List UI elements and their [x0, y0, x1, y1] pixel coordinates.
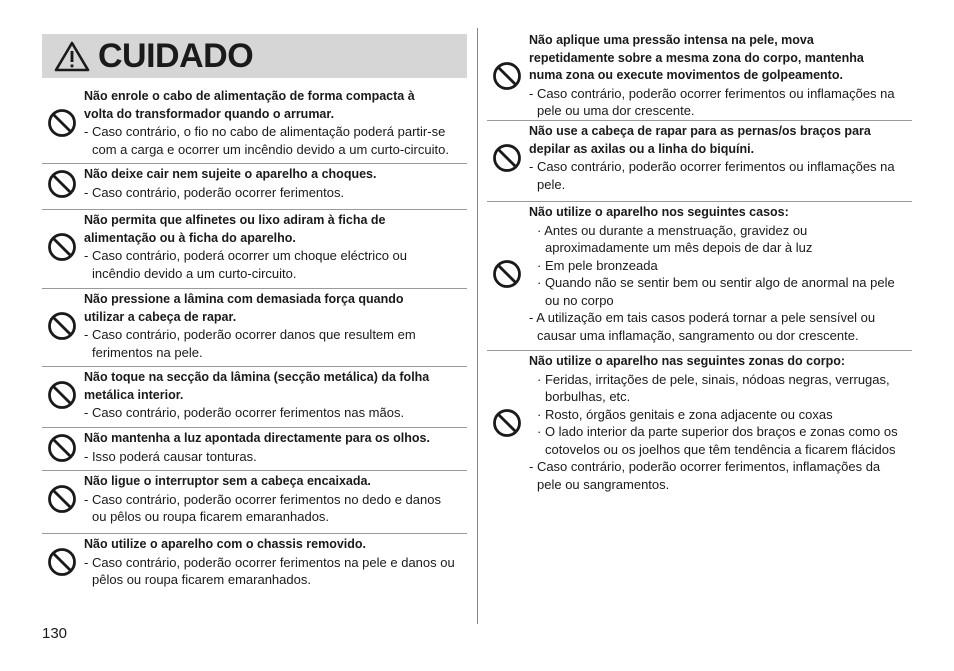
caution-detail: · O lado interior da parte superior dos braços e zonas como os — [537, 424, 898, 439]
prohibition-icon — [492, 61, 522, 91]
caution-item — [42, 289, 467, 367]
caution-detail: pele ou sangramentos. — [537, 476, 670, 492]
caution-heading: numa zona ou execute movimentos de golpeamento. — [529, 68, 843, 82]
caution-text — [529, 123, 912, 193]
caution-text — [84, 88, 467, 158]
caution-detail: - Caso contrário, poderão ocorrer ferimentos na pele e danos ou — [84, 554, 455, 570]
caution-detail: - Caso contrário, poderão ocorrer ferimentos nas mãos. — [84, 405, 405, 420]
caution-detail: - Caso contrário, poderão ocorrer ferimentos no dedo e danos — [84, 491, 441, 507]
caution-header — [42, 34, 467, 78]
caution-heading: repetidamente sobre a mesma zona do corpo, mantenha — [529, 50, 864, 65]
caution-detail: - Caso contrário, poderão ocorrer ferimentos, inflamações da — [529, 459, 881, 474]
prohibition-icon — [47, 484, 77, 514]
prohibition-icon — [47, 380, 77, 410]
caution-heading: Não aplique uma pressão intensa na pele, mova — [529, 33, 814, 47]
caution-item — [487, 121, 912, 202]
caution-detail: com a carga e ocorrer um incêndio devido a um curto-circuito. — [92, 141, 449, 157]
caution-text — [529, 353, 912, 493]
caution-detail: aproximadamente um mês depois de dar à luz — [545, 240, 813, 255]
caution-text — [84, 212, 467, 282]
caution-detail: · Em pele bronzeada — [537, 257, 658, 273]
prohibition-icon — [47, 311, 77, 341]
caution-detail: borbulhas, etc. — [545, 389, 631, 404]
caution-detail: - Caso contrário, poderão ocorrer ferimentos. — [84, 184, 345, 200]
caution-detail: pêlos ou roupa ficarem emaranhados. — [92, 572, 311, 587]
caution-heading: metálica interior. — [84, 387, 184, 402]
prohibition-icon — [492, 259, 522, 289]
caution-detail: incêndio devido a um curto-circuito. — [92, 265, 297, 281]
caution-title: CUIDADO — [98, 36, 254, 75]
prohibition-icon — [47, 232, 77, 262]
caution-detail: - Caso contrário, poderão ocorrer ferimentos ou inflamações na — [529, 85, 895, 101]
caution-item — [42, 367, 467, 428]
caution-heading: Não toque na secção da lâmina (secção metálica) da folha — [84, 370, 430, 384]
caution-text — [84, 369, 467, 422]
caution-heading: alimentação ou à ficha do aparelho. — [84, 230, 296, 245]
caution-item — [42, 471, 467, 534]
prohibition-icon — [47, 169, 77, 199]
caution-heading: Não utilize o aparelho nas seguintes zonas do corpo: — [529, 354, 846, 368]
caution-detail: ou pêlos ou roupa ficarem emaranhados. — [92, 509, 330, 524]
caution-heading: depilar as axilas ou a linha do biquíni. — [529, 141, 755, 156]
caution-detail: - Caso contrário, o fio no cabo de alimentação poderá partir-se — [84, 124, 446, 139]
caution-heading: Não deixe cair nem sujeite o aparelho a choques. — [84, 167, 377, 181]
caution-item — [487, 202, 912, 351]
prohibition-icon — [47, 547, 77, 577]
caution-detail: - Caso contrário, poderão ocorrer ferimentos ou inflamações na — [529, 159, 895, 174]
caution-text — [84, 536, 467, 589]
caution-detail: ferimentos na pele. — [92, 344, 203, 360]
caution-heading: Não enrole o cabo de alimentação de forma compacta à — [84, 89, 415, 103]
caution-detail: · Antes ou durante a menstruação, gravidez ou — [537, 222, 808, 238]
warning-triangle-icon — [54, 40, 90, 72]
caution-detail: · Rosto, órgãos genitais e zona adjacente ou coxas — [537, 406, 833, 422]
column-divider — [477, 28, 478, 624]
caution-text — [84, 473, 467, 526]
caution-item — [42, 428, 467, 471]
prohibition-icon — [492, 143, 522, 173]
left-column — [42, 86, 467, 596]
caution-heading: Não permita que alfinetes ou lixo adiram à ficha de — [84, 213, 386, 227]
caution-text — [84, 430, 467, 465]
prohibition-icon — [47, 108, 77, 138]
page-number: 130 — [42, 625, 68, 642]
caution-detail: cotovelos ou os joelhos que têm tendência a ficarem flácidos — [545, 441, 896, 457]
caution-item — [42, 86, 467, 164]
caution-detail: · Feridas, irritações de pele, sinais, nódoas negras, verrugas, — [537, 371, 890, 387]
prohibition-icon — [47, 433, 77, 463]
caution-detail: - A utilização em tais casos poderá tornar a pele sensível ou — [529, 310, 876, 325]
right-column — [487, 30, 912, 501]
caution-item — [42, 164, 467, 210]
caution-text — [529, 32, 912, 120]
caution-detail: - Caso contrário, poderá ocorrer um choque eléctrico ou — [84, 248, 407, 263]
caution-text — [84, 166, 467, 201]
caution-heading: Não ligue o interruptor sem a cabeça encaixada. — [84, 474, 371, 488]
caution-heading: Não pressione a lâmina com demasiada força quando — [84, 292, 404, 306]
caution-heading: Não mantenha a luz apontada directamente para os olhos. — [84, 431, 430, 445]
caution-detail: causar uma inflamação, sangramento ou dor crescente. — [537, 327, 859, 343]
prohibition-icon — [492, 408, 522, 438]
caution-item — [42, 534, 467, 596]
caution-detail: · Quando não se sentir bem ou sentir algo de anormal na pele — [537, 275, 895, 290]
caution-heading: Não use a cabeça de rapar para as pernas/os braços para — [529, 124, 871, 138]
caution-heading: Não utilize o aparelho com o chassis removido. — [84, 537, 367, 551]
caution-detail: pele. — [537, 176, 566, 192]
caution-heading: utilizar a cabeça de rapar. — [84, 309, 237, 324]
caution-heading: volta do transformador quando o arrumar. — [84, 106, 335, 121]
caution-item — [487, 351, 912, 501]
caution-item — [42, 210, 467, 289]
caution-heading: Não utilize o aparelho nos seguintes casos: — [529, 205, 789, 219]
caution-item — [487, 30, 912, 121]
caution-detail: - Caso contrário, poderão ocorrer danos que resultem em — [84, 327, 416, 342]
caution-detail: - Isso poderá causar tonturas. — [84, 448, 257, 464]
caution-detail: ou no corpo — [545, 292, 614, 308]
caution-text — [529, 204, 912, 344]
caution-detail: pele ou uma dor crescente. — [537, 103, 695, 118]
caution-text — [84, 291, 467, 361]
